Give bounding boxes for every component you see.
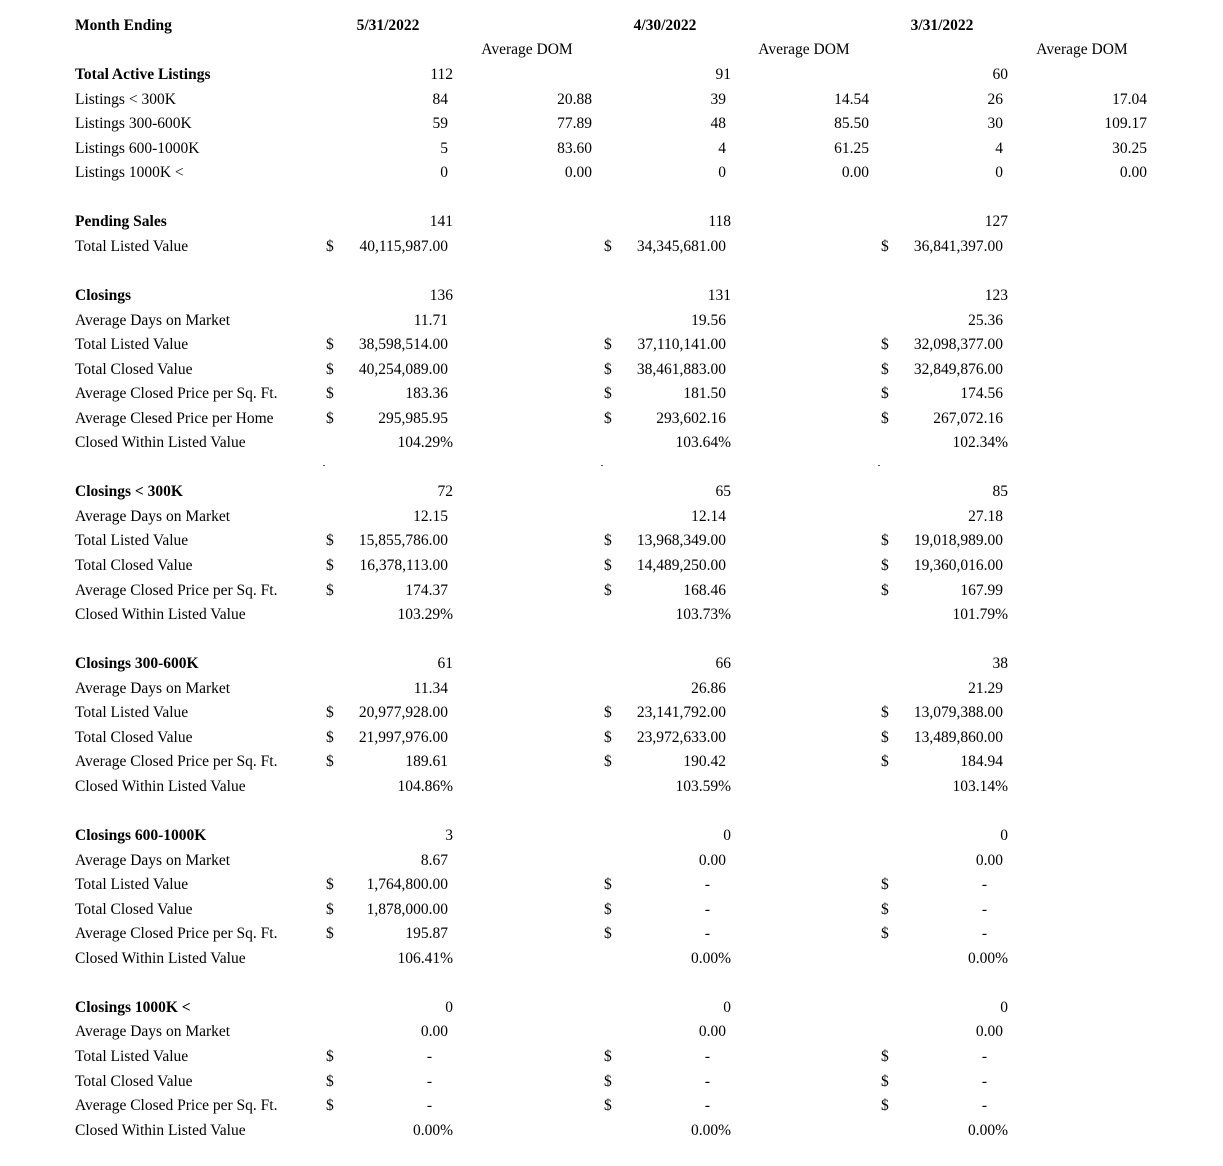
average-dom-value: 0.00 (1119, 164, 1147, 182)
currency-symbol: $ (881, 1048, 889, 1065)
row-value: 0.00 (420, 1023, 448, 1041)
row-value: 0.00% (690, 949, 731, 967)
empty-value-dash: - (426, 1097, 432, 1115)
currency-symbol: $ (604, 876, 612, 894)
empty-value-dash: - (704, 1048, 710, 1065)
row-value: 40,254,089.00 (358, 360, 448, 378)
currency-symbol: $ (604, 336, 612, 354)
empty-value-dash: - (704, 925, 710, 943)
currency-symbol: $ (881, 1072, 889, 1090)
currency-symbol: $ (604, 581, 612, 599)
section-total: 136 (429, 286, 453, 304)
row-value: 168.46 (683, 581, 726, 599)
average-dom-value: 61.25 (834, 139, 869, 157)
row-label: Total Closed Value (75, 1072, 193, 1090)
row-value: 0.00% (690, 1121, 731, 1139)
section-total: 91 (715, 66, 731, 83)
row-value: 27.18 (968, 507, 1003, 525)
row-value: 38,598,514.00 (358, 336, 448, 354)
currency-symbol: $ (326, 1097, 334, 1115)
section-total: 60 (992, 66, 1008, 83)
section-title: Closings 1000K < (75, 998, 191, 1016)
row-label: Listings < 300K (75, 90, 176, 108)
section-total: 61 (437, 655, 453, 673)
row-value: 0 (995, 164, 1003, 182)
section-total: 0 (445, 998, 453, 1016)
row-value: 5 (440, 139, 448, 157)
section-total: 112 (430, 66, 453, 83)
currency-symbol: $ (326, 900, 334, 918)
row-label: Total Closed Value (75, 900, 193, 918)
currency-symbol: $ (881, 336, 889, 354)
row-label: Total Listed Value (75, 876, 189, 894)
average-dom-value: 85.50 (834, 115, 869, 133)
row-label: Average Days on Market (75, 507, 231, 525)
row-label: Total Listed Value (75, 336, 189, 354)
currency-symbol: $ (326, 581, 334, 599)
currency-symbol: $ (326, 557, 334, 574)
section-title: Closings 300-600K (75, 655, 199, 673)
row-value: 0.00% (412, 1121, 453, 1139)
currency-symbol: $ (604, 360, 612, 378)
section-total: 141 (429, 213, 453, 231)
row-value: 103.59% (675, 777, 731, 795)
currency-symbol: $ (326, 753, 334, 771)
currency-symbol: $ (326, 409, 334, 427)
row-value: 12.14 (691, 507, 726, 525)
row-value: 23,972,633.00 (636, 728, 726, 746)
row-value: 26 (987, 90, 1003, 108)
row-label: Average Days on Market (75, 679, 231, 697)
row-value: 14,489,250.00 (636, 557, 726, 574)
section-total: 66 (715, 655, 731, 673)
row-label: Listings 300-600K (75, 115, 192, 133)
row-label: Average Days on Market (75, 851, 231, 869)
row-value: 0.00% (967, 1121, 1008, 1139)
row-value: 0.00 (975, 851, 1003, 869)
row-label: Closed Within Listed Value (75, 777, 246, 795)
currency-symbol: $ (326, 532, 334, 550)
currency-symbol: $ (326, 1072, 334, 1090)
currency-symbol: $ (604, 900, 612, 918)
row-value: 40,115,987.00 (359, 237, 448, 255)
row-value: 19.56 (691, 311, 726, 329)
row-label: Total Listed Value (75, 1048, 189, 1065)
empty-value-dash: - (704, 876, 710, 894)
currency-symbol: $ (326, 385, 334, 403)
row-value: 4 (718, 139, 726, 157)
month-ending-label: Month Ending (75, 17, 172, 34)
currency-symbol: $ (604, 385, 612, 403)
stray-mark (323, 465, 325, 466)
row-label: Average Closed Price per Sq. Ft. (75, 1097, 278, 1115)
row-value: 12.15 (413, 507, 448, 525)
row-value: 15,855,786.00 (358, 532, 448, 550)
currency-symbol: $ (604, 704, 612, 722)
row-value: 0.00% (967, 949, 1008, 967)
average-dom-value: 0.00 (564, 164, 592, 182)
row-value: 0 (440, 164, 448, 182)
row-value: 37,110,141.00 (637, 336, 726, 354)
row-label: Total Listed Value (75, 532, 189, 550)
row-value: 181.50 (683, 385, 726, 403)
row-value: 295,985.95 (378, 409, 448, 427)
row-value: 13,968,349.00 (636, 532, 726, 550)
row-label: Closed Within Listed Value (75, 1121, 246, 1139)
section-total: 72 (437, 483, 453, 501)
row-value: 103.64% (675, 434, 731, 452)
row-value: 183.36 (405, 385, 448, 403)
average-dom-header: Average DOM (1036, 41, 1128, 58)
row-value: 19,360,016.00 (913, 557, 1003, 574)
row-value: 103.14% (952, 777, 1008, 795)
average-dom-value: 17.04 (1112, 90, 1147, 108)
row-value: 30 (987, 115, 1003, 133)
currency-symbol: $ (326, 336, 334, 354)
currency-symbol: $ (604, 1048, 612, 1065)
currency-symbol: $ (326, 925, 334, 943)
section-total: 131 (707, 286, 731, 304)
row-value: 20,977,928.00 (358, 704, 448, 722)
row-label: Average Closed Price per Sq. Ft. (75, 753, 278, 771)
currency-symbol: $ (604, 925, 612, 943)
currency-symbol: $ (326, 360, 334, 378)
section-total: 123 (984, 286, 1008, 304)
section-title: Closings 600-1000K (75, 827, 207, 845)
row-value: 190.42 (683, 753, 726, 771)
currency-symbol: $ (326, 876, 334, 894)
currency-symbol: $ (881, 385, 889, 403)
row-value: 0.00 (698, 851, 726, 869)
currency-symbol: $ (604, 1072, 612, 1090)
row-value: 4 (995, 139, 1003, 157)
currency-symbol: $ (881, 581, 889, 599)
section-title: Pending Sales (75, 213, 167, 231)
row-value: 167.99 (960, 581, 1003, 599)
average-dom-value: 20.88 (557, 90, 592, 108)
row-label: Total Listed Value (75, 237, 189, 255)
row-label: Average Closed Price per Sq. Ft. (75, 581, 278, 599)
row-label: Total Closed Value (75, 360, 193, 378)
row-value: 174.37 (405, 581, 448, 599)
row-value: 84 (432, 90, 448, 108)
row-label: Closed Within Listed Value (75, 949, 246, 967)
row-value: 0.00 (698, 1023, 726, 1041)
row-value: 16,378,113.00 (359, 557, 448, 574)
period-header: 3/31/2022 (910, 17, 974, 34)
row-value: 106.41% (397, 949, 453, 967)
row-value: 267,072.16 (933, 409, 1003, 427)
currency-symbol: $ (881, 925, 889, 943)
row-value: 32,849,876.00 (913, 360, 1003, 378)
row-label: Total Closed Value (75, 557, 193, 574)
section-total: 38 (992, 655, 1008, 673)
currency-symbol: $ (881, 409, 889, 427)
currency-symbol: $ (604, 1097, 612, 1115)
row-value: 189.61 (405, 753, 448, 771)
currency-symbol: $ (881, 900, 889, 918)
currency-symbol: $ (881, 532, 889, 550)
row-value: 101.79% (952, 606, 1008, 624)
row-value: 184.94 (960, 753, 1003, 771)
row-label: Listings 1000K < (75, 164, 184, 182)
row-value: 13,489,860.00 (913, 728, 1003, 746)
average-dom-value: 14.54 (834, 90, 869, 108)
row-value: 8.67 (420, 851, 448, 869)
row-value: 21.29 (968, 679, 1003, 697)
empty-value-dash: - (981, 1048, 987, 1065)
row-value: 39 (710, 90, 726, 108)
row-value: 174.56 (960, 385, 1003, 403)
row-label: Average Closed Price per Sq. Ft. (75, 925, 278, 943)
currency-symbol: $ (604, 753, 612, 771)
currency-symbol: $ (881, 704, 889, 722)
row-value: 23,141,792.00 (636, 704, 726, 722)
average-dom-value: 77.89 (557, 115, 592, 133)
empty-value-dash: - (704, 1072, 710, 1090)
currency-symbol: $ (881, 360, 889, 378)
row-value: 293,602.16 (656, 409, 726, 427)
row-value: 0.00 (975, 1023, 1003, 1041)
average-dom-value: 0.00 (841, 164, 869, 182)
currency-symbol: $ (604, 237, 612, 255)
stray-mark (601, 465, 603, 466)
row-value: 48 (710, 115, 726, 133)
currency-symbol: $ (604, 728, 612, 746)
row-value: 11.34 (413, 679, 448, 697)
row-value: 11.71 (413, 311, 448, 329)
row-label: Listings 600-1000K (75, 139, 200, 157)
stray-mark (878, 465, 880, 466)
row-label: Total Closed Value (75, 728, 193, 746)
average-dom-header: Average DOM (758, 41, 850, 58)
average-dom-header: Average DOM (481, 41, 573, 58)
row-label: Total Listed Value (75, 704, 189, 722)
row-value: 21,997,976.00 (358, 728, 448, 746)
row-value: 36,841,397.00 (913, 237, 1003, 255)
row-value: 195.87 (405, 925, 448, 943)
empty-value-dash: - (704, 1097, 710, 1115)
empty-value-dash: - (981, 1097, 987, 1115)
row-label: Average Days on Market (75, 1023, 231, 1041)
section-total: 0 (723, 998, 731, 1016)
row-value: 1,764,800.00 (366, 876, 448, 894)
currency-symbol: $ (881, 728, 889, 746)
row-value: 13,079,388.00 (913, 704, 1003, 722)
row-value: 103.73% (675, 606, 731, 624)
section-title: Closings (75, 286, 131, 304)
currency-symbol: $ (881, 237, 889, 255)
row-value: 59 (432, 115, 448, 133)
section-total: 127 (984, 213, 1008, 231)
row-value: 104.29% (397, 434, 453, 452)
row-value: 19,018,989.00 (913, 532, 1003, 550)
row-value: 1,878,000.00 (366, 900, 448, 918)
section-total: 0 (1000, 827, 1008, 845)
row-value: 32,098,377.00 (913, 336, 1003, 354)
row-label: Closed Within Listed Value (75, 606, 246, 624)
section-title: Closings < 300K (75, 483, 183, 501)
empty-value-dash: - (704, 900, 710, 918)
currency-symbol: $ (604, 557, 612, 574)
section-title: Total Active Listings (75, 66, 211, 83)
row-value: 103.29% (397, 606, 453, 624)
row-label: Average Days on Market (75, 311, 231, 329)
average-dom-value: 30.25 (1112, 139, 1147, 157)
row-label: Average Closed Price per Sq. Ft. (75, 385, 278, 403)
row-value: 0 (718, 164, 726, 182)
currency-symbol: $ (881, 876, 889, 894)
empty-value-dash: - (981, 925, 987, 943)
currency-symbol: $ (326, 1048, 334, 1065)
section-total: 0 (1000, 998, 1008, 1016)
row-label: Average Clesed Price per Home (75, 409, 274, 427)
empty-value-dash: - (981, 1072, 987, 1090)
empty-value-dash: - (981, 876, 987, 894)
currency-symbol: $ (881, 753, 889, 771)
currency-symbol: $ (881, 1097, 889, 1115)
empty-value-dash: - (981, 900, 987, 918)
currency-symbol: $ (881, 557, 889, 574)
section-total: 118 (708, 213, 731, 231)
row-value: 38,461,883.00 (636, 360, 726, 378)
currency-symbol: $ (326, 704, 334, 722)
currency-symbol: $ (604, 409, 612, 427)
row-value: 25.36 (968, 311, 1003, 329)
row-label: Closed Within Listed Value (75, 434, 246, 452)
currency-symbol: $ (326, 728, 334, 746)
row-value: 34,345,681.00 (636, 237, 726, 255)
empty-value-dash: - (426, 1048, 432, 1065)
currency-symbol: $ (326, 237, 334, 255)
average-dom-value: 109.17 (1104, 115, 1147, 133)
row-value: 26.86 (691, 679, 726, 697)
section-total: 3 (445, 827, 453, 845)
average-dom-value: 83.60 (557, 139, 592, 157)
empty-value-dash: - (426, 1072, 432, 1090)
section-total: 65 (715, 483, 731, 501)
currency-symbol: $ (604, 532, 612, 550)
section-total: 85 (992, 483, 1008, 501)
period-header: 5/31/2022 (356, 17, 420, 34)
section-total: 0 (723, 827, 731, 845)
period-header: 4/30/2022 (633, 17, 697, 34)
row-value: 102.34% (952, 434, 1008, 452)
row-value: 104.86% (397, 777, 453, 795)
